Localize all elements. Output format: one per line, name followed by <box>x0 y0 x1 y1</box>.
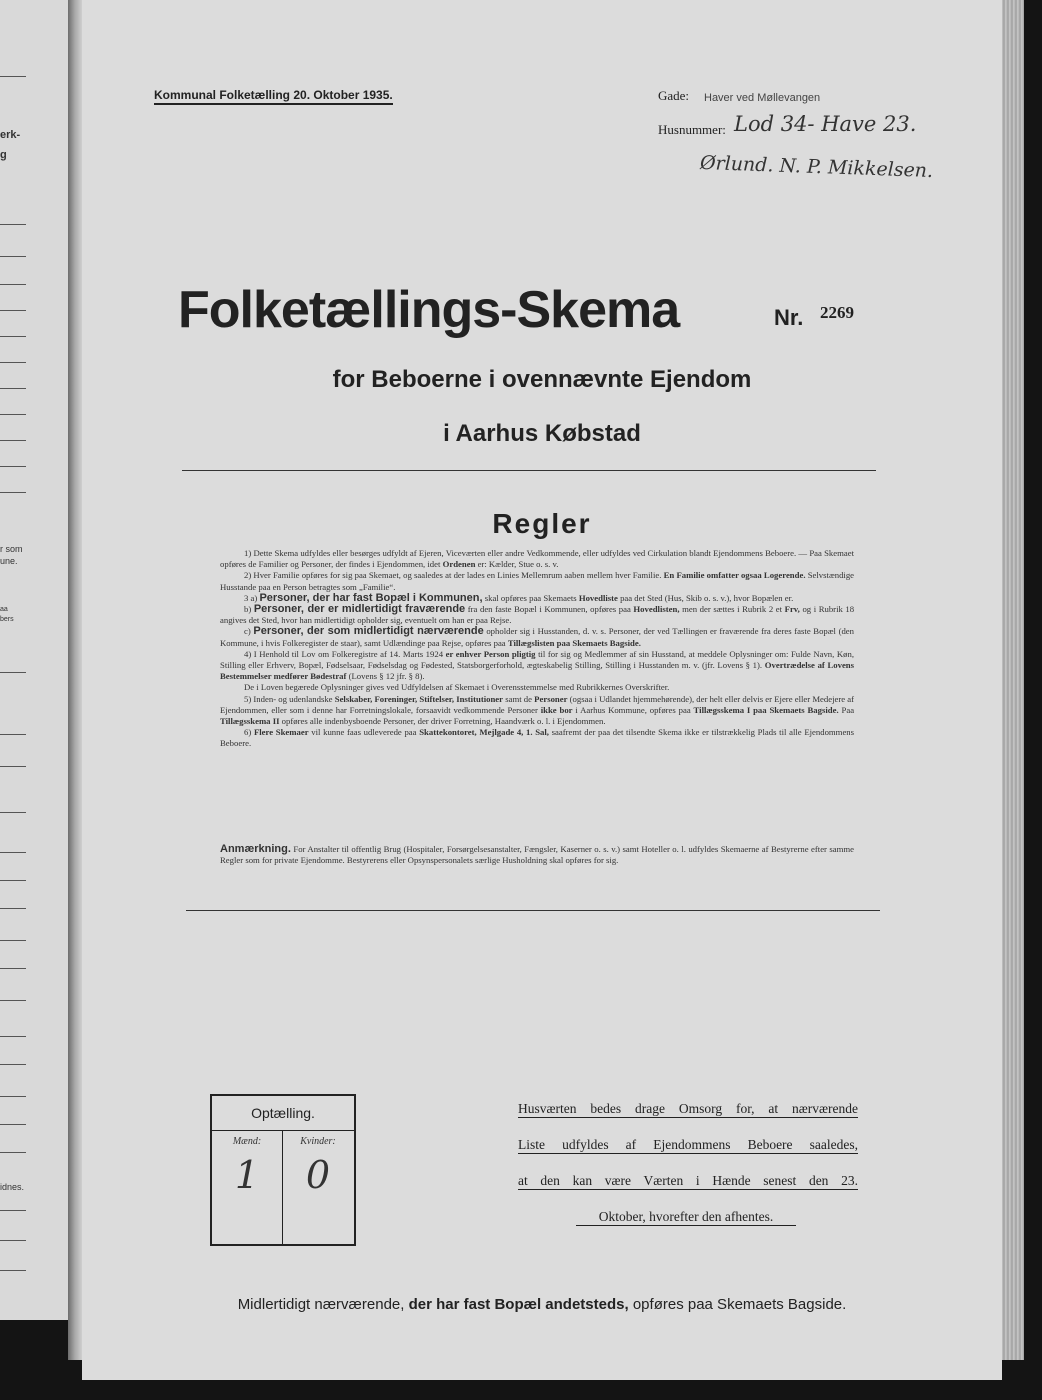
left-rule <box>0 224 26 225</box>
left-rule <box>0 672 26 673</box>
rules-body <box>220 548 854 750</box>
host-note-line: Liste udfyldes af Ejendommens Beboere saaledes, <box>518 1137 858 1152</box>
gade-value: Haver ved Møllevangen <box>704 92 821 104</box>
rule-2: 2) Hver Familie opføres for sig paa Skemaet, og saaledes at der lades en Linies Mellemrum aaben mellem hver Familie. En Familie omfatter ogsaa Logerende. Selvstændige Husstande paa en Person betragtes som „Familie“. <box>220 570 855 592</box>
men-label: Mænd: <box>232 1136 262 1147</box>
left-rule <box>0 812 26 813</box>
rule-5: 5) Inden- og udenlandske Selskaber, Foreninger, Stiftelser, Institutioner samt de Personer (ogsaa i Udlandet hjemmehørende), der helt eller delvis er Ejere eller Medejere af Ejendommen, eller som i denne har Forretningslokale, forsaavidt vedkommende Personer ikke bor i Aarhus Kommune, opføres paa Tillægsskema I paa Skemaets Bagside. Paa Tillægsskema II opføres alle indenbysboende Personer, der driver Forretning, Haandværk o. l. i Ejendommen. <box>220 693 855 727</box>
left-rule <box>0 852 26 853</box>
left-rule <box>0 1152 26 1153</box>
left-rule <box>0 1210 26 1211</box>
count-box-title: Optælling. <box>212 1096 354 1131</box>
count-women-column <box>283 1130 353 1244</box>
form-number-label: Nr. <box>774 305 804 330</box>
divider <box>186 910 880 911</box>
count-box <box>210 1094 356 1246</box>
book-spine <box>68 0 82 1360</box>
left-fragment-text: r som <box>0 544 23 554</box>
left-rule <box>0 940 26 941</box>
left-page-fragment <box>0 0 70 1320</box>
left-fragment-text: bers <box>0 616 14 623</box>
rule-1: 1) Dette Skema udfyldes eller besørges udfyldt af Ejeren, Viceværten eller andre Vedkommende, eller udfyldes ved Cirkulation blandt Ejendommens Beboere. — Paa Skemaet opføres de Familier og Personer, der findes i Ejendommen, idet Ordenen er: Kælder, Stue o. s. v. <box>220 548 854 570</box>
count-men-column <box>212 1130 283 1244</box>
host-note-line: Husværten bedes drage Omsorg for, at nærværende <box>518 1101 858 1116</box>
rule-4: 4) I Henhold til Lov om Folkeregistre af 14. Marts 1924 er enhver Person pligtig til for sig og Medlemmer af sin Husstand, at meddele Oplysninger om: Fulde Navn, Køn, Stilling eller Erhverv, Bopæl, Fødselsaar, Fødselsdag og Fødested, Statsborgerforhold, ægteskabelig Stilling, Stilling i Husstanden m. v. (jfr. Lovens § 1). Overtrædelse af Lovens Bestemmelser medfører Bødestraf (Lovens § 12 jfr. § 8). <box>220 648 855 682</box>
divider <box>182 470 876 471</box>
left-rule <box>0 492 26 493</box>
left-rule <box>0 734 26 735</box>
page-stack-edge <box>1002 0 1024 1360</box>
left-rule <box>0 388 26 389</box>
left-rule <box>0 414 26 415</box>
left-rule <box>0 76 26 77</box>
left-rule <box>0 1036 26 1037</box>
left-rule <box>0 256 26 257</box>
left-rule <box>0 440 26 441</box>
left-rule <box>0 880 26 881</box>
husnummer-value: Lod 34- Have 23. <box>734 112 917 136</box>
rule-6: 6) Flere Skemaer vil kunne faas udleverede paa Skattekontoret, Mejlgade 4, 1. Sal, saafremt der paa det tilsendte Skema ikke er tilstrækkelig Plads til alle Ejendommens Beboere. <box>220 727 855 749</box>
left-fragment-text: aa <box>0 606 8 613</box>
husnummer-label: Husnummer: <box>658 122 726 137</box>
rule-3b: b) Personer, der er midlertidigt fraværende fra den faste Bopæl i Kommunen, opføres paa Hovedlisten, men der sættes i Rubrik 2 et Frv, og i Rubrik 18 angives det Sted, hvor han midlertidigt opholder sig, eventuelt om han er paa Rejse. <box>220 603 855 626</box>
form-subtitle: for Beboerne i ovennævnte Ejendom <box>332 366 752 393</box>
gade-label: Gade: <box>658 88 690 103</box>
women-label: Kvinder: <box>300 1136 336 1147</box>
host-note-line: at den kan være Værten i Hænde senest den 23. <box>518 1173 858 1188</box>
form-city: i Aarhus Købstad <box>443 420 641 447</box>
left-rule <box>0 1064 26 1065</box>
rule-3a: 3 a) Personer, der har fast Bopæl i Kommunen, skal opføres paa Skemaets Hovedliste paa det Sted (Hus, Skib o. s. v.), hvor Bopælen er. <box>244 591 794 604</box>
left-rule <box>0 1124 26 1125</box>
left-rule <box>0 1096 26 1097</box>
left-rule <box>0 1270 26 1271</box>
rules-heading: Regler <box>492 508 592 539</box>
men-count: 1 <box>234 1153 260 1197</box>
left-rule <box>0 466 26 467</box>
left-rule <box>0 310 26 311</box>
left-rule <box>0 284 26 285</box>
left-rule <box>0 908 26 909</box>
owner-value: Ørlund. N. P. Mikkelsen. <box>699 151 934 183</box>
footer-note <box>82 1296 1002 1313</box>
note-paragraph <box>220 844 854 866</box>
left-rule <box>0 1240 26 1241</box>
census-header-label: Kommunal Folketælling 20. Oktober 1935. <box>154 88 393 105</box>
note-text: For Anstalter til offentlig Brug (Hospitaler, Forsørgelsesanstalter, Fængsler, Kaserner o. s. v.) samt Hoteller o. l. udfyldes Skemaerne af Bestyrerne efter samme Regler som for private Ejendomme. Bestyrerens eller Opsynspersonalets særlige Husholdning skal opføres for sig. <box>220 844 855 866</box>
footer-bold-text: der har fast Bopæl andetsteds, <box>408 1296 629 1313</box>
left-rule <box>0 766 26 767</box>
footer-text: opføres paa Skemaets Bagside. <box>632 1296 847 1313</box>
footer-text: Midlertidigt nærværende, <box>237 1296 405 1313</box>
form-number-value: 2269 <box>820 303 854 322</box>
left-fragment-text: une. <box>0 556 18 566</box>
left-fragment-text: erk- <box>0 129 21 141</box>
left-fragment-text: idnes. <box>0 1182 25 1192</box>
rule-3c: c) Personer, der som midlertidigt nærværende opholder sig i Husstanden, d. v. s. Personer, der ved Tællingen er fraværende fra deres faste Bopæl (den Kommune, i hvis Folkeregister de staar), samt Udlændinge paa Rejse, opføres paa Tillægslisten paa Skemaets Bagside. <box>220 625 855 648</box>
census-form-page <box>82 0 1002 1380</box>
left-fragment-text: g <box>0 149 7 161</box>
note-label: Anmærkning. <box>220 843 291 855</box>
host-note-line: Oktober, hvorefter den afhentes. <box>576 1208 796 1226</box>
left-rule <box>0 1000 26 1001</box>
left-rule <box>0 336 26 337</box>
left-rule <box>0 968 26 969</box>
form-title: Folketællings-Skema <box>178 281 680 339</box>
rule-4b: De i Loven begærede Oplysninger gives ved Udfyldelsen af Skemaet i Overensstemmelse med Rubrikkernes Overskrifter. <box>244 682 670 693</box>
women-count: 0 <box>305 1153 331 1197</box>
left-rule <box>0 362 26 363</box>
